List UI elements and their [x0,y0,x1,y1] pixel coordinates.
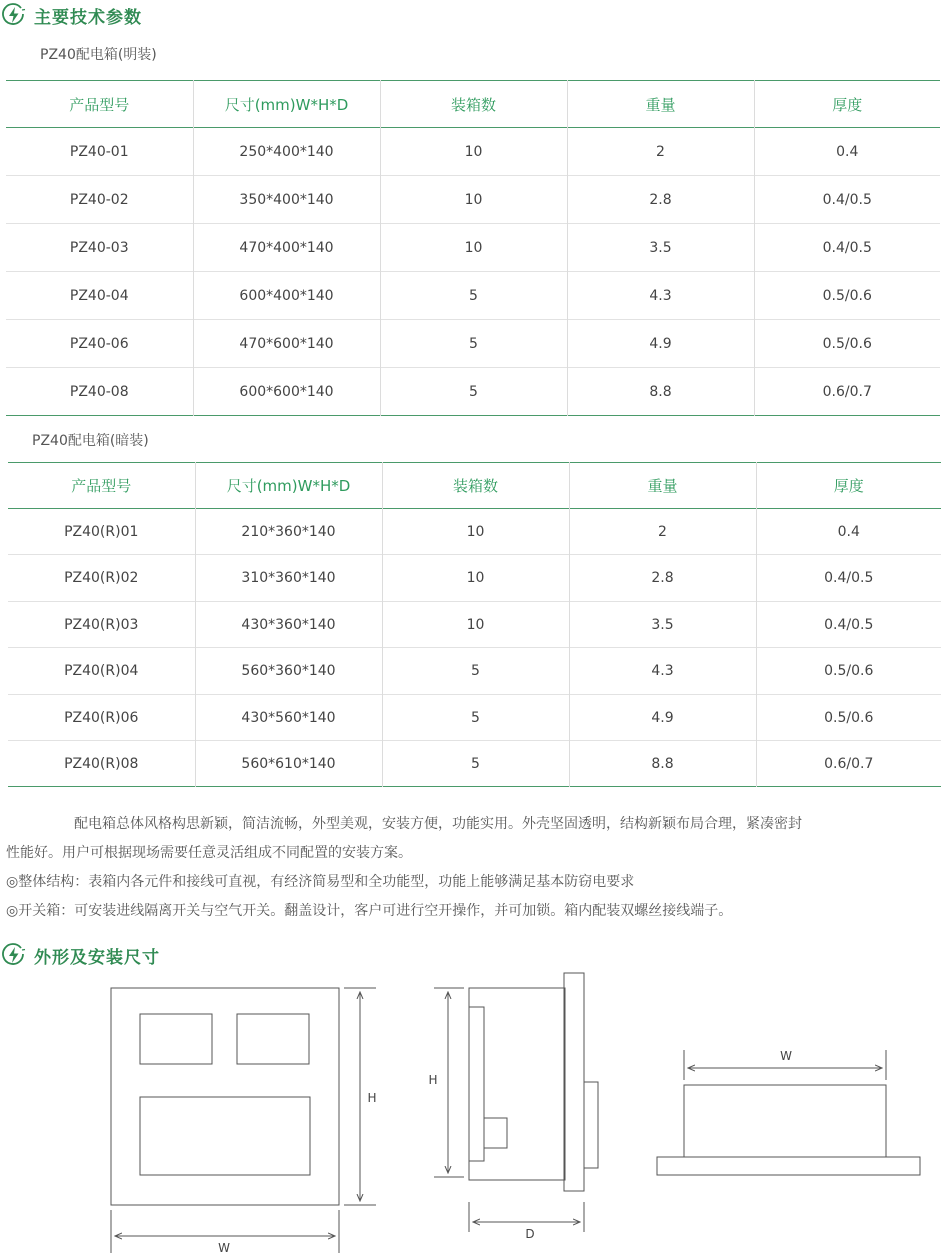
cell-qty: 10 [382,555,569,602]
col-header-thickness: 厚度 [754,81,940,128]
side-view-drawing [434,973,598,1232]
table-row [6,272,940,320]
table2-subtitle: PZ40配电箱(暗装) [32,433,149,449]
table-row [6,224,940,272]
cell-model: PZ40-01 [69,143,129,160]
cell-size: 600*600*140 [193,368,380,416]
cell-weight: 4.9 [569,695,756,741]
cell-thickness: 0.4/0.5 [754,176,940,224]
cell-size: 430*560*140 [195,695,382,741]
cell-size: 470*600*140 [193,320,380,368]
cell-thickness: 0.4 [754,128,940,176]
side-height-label: H [428,1073,438,1087]
feature-structure: ◎整体结构：表箱内各元件和接线可直视，有经济简易型和全功能型，功能上能够满足基本防窃电要求 [6,874,635,890]
cell-qty: 5 [380,320,567,368]
cell-size: 600*400*140 [193,272,380,320]
table-row [6,176,940,224]
cell-thickness: 0.4/0.5 [756,602,941,648]
table-row [8,648,941,695]
cell-qty: 5 [380,272,567,320]
cell-weight: 3.5 [569,602,756,648]
col-header-size: 尺寸(mm)W*H*D [193,81,380,128]
cell-model: PZ40-08 [69,383,129,400]
table-row [8,602,941,648]
section-title: 外形及安装尺寸 [34,947,160,968]
cell-weight: 4.9 [567,320,754,368]
cell-thickness: 0.4/0.5 [756,555,941,602]
col-header-size: 尺寸(mm)W*H*D [195,463,382,509]
spec-table-surface [6,80,940,416]
table-row [6,368,940,416]
col-header-weight: 重量 [569,463,756,509]
section-heading-dimensions [2,942,160,968]
cell-weight: 2.8 [567,176,754,224]
side-depth-label: D [525,1227,535,1241]
lightning-circle-icon [2,943,26,967]
cell-thickness: 0.5/0.6 [754,272,940,320]
cell-model: PZ40-04 [69,287,129,304]
table-header-row [6,81,940,128]
table-row [6,320,940,368]
cell-weight: 3.5 [567,224,754,272]
cell-model: PZ40(R)06 [64,709,139,726]
cell-model: PZ40(R)03 [64,616,139,633]
table-row [8,695,941,741]
cell-weight: 4.3 [569,648,756,695]
cell-thickness: 0.5/0.6 [756,648,941,695]
cell-size: 560*360*140 [195,648,382,695]
col-header-thickness: 厚度 [756,463,941,509]
table-row [8,555,941,602]
cell-model: PZ40(R)02 [64,570,139,586]
cell-model: PZ40-03 [69,239,129,256]
cell-weight: 4.3 [567,272,754,320]
spec-table-flush [8,462,941,787]
description-paragraph [6,810,942,926]
col-header-qty: 装箱数 [382,463,569,509]
cell-qty: 5 [382,695,569,741]
cell-size: 250*400*140 [193,128,380,176]
lightning-circle-icon [2,3,26,27]
cell-weight: 2 [567,128,754,176]
cell-qty: 5 [382,648,569,695]
cell-weight: 8.8 [569,741,756,787]
cell-qty: 10 [382,602,569,648]
cell-thickness: 0.5/0.6 [754,320,940,368]
description-line: 性能好。用户可根据现场需要任意灵活组成不同配置的安装方案。 [6,845,412,861]
cell-qty: 5 [380,368,567,416]
cell-qty: 10 [380,224,567,272]
cell-thickness: 0.6/0.7 [756,741,941,787]
col-header-model: 产品型号 [69,95,130,114]
cell-thickness: 0.4/0.5 [754,224,940,272]
cell-thickness: 0.6/0.7 [754,368,940,416]
col-header-model: 产品型号 [71,477,132,495]
table-header-row [8,463,941,509]
cell-size: 430*360*140 [195,602,382,648]
section-heading-parameters [2,2,142,28]
table1-subtitle: PZ40配电箱(明装) [40,47,157,63]
feature-switch-box: ◎开关箱：可安装进线隔离开关与空气开关。翻盖设计，客户可进行空开操作，并可加锁。箱内配装双螺丝接线端子。 [6,903,733,919]
cell-thickness: 0.5/0.6 [756,695,941,741]
install-view-drawing [657,1050,920,1175]
cell-qty: 5 [382,741,569,787]
cell-model: PZ40(R)01 [64,523,139,540]
cell-thickness: 0.4 [756,509,941,555]
cell-weight: 2.8 [569,555,756,602]
cell-model: PZ40-02 [69,191,129,208]
cell-model: PZ40-06 [69,335,129,352]
front-width-label: W [218,1241,230,1253]
col-header-weight: 重量 [567,81,754,128]
cell-size: 560*610*140 [195,741,382,787]
cell-qty: 10 [382,509,569,555]
cell-weight: 8.8 [567,368,754,416]
cell-size: 310*360*140 [195,555,382,602]
cell-size: 350*400*140 [193,176,380,224]
cell-weight: 2 [569,509,756,555]
install-width-label: W [780,1049,792,1063]
table-row [8,509,941,555]
cell-size: 470*400*140 [193,224,380,272]
cell-size: 210*360*140 [195,509,382,555]
cell-qty: 10 [380,176,567,224]
description-line: 配电箱总体风格构思新颖，简洁流畅，外型美观，安装方便，功能实用。外壳坚固透明，结构新颖布局合理，紧凑密封 [74,816,802,832]
col-header-qty: 装箱数 [380,81,567,128]
table-row [6,128,940,176]
table-row [8,741,941,787]
cell-model: PZ40(R)04 [64,663,139,679]
front-view-drawing [111,988,376,1253]
front-height-label: H [367,1091,377,1105]
dimension-drawings [0,970,943,1253]
section-title: 主要技术参数 [34,7,142,28]
cell-model: PZ40(R)08 [64,755,139,772]
cell-qty: 10 [380,128,567,176]
